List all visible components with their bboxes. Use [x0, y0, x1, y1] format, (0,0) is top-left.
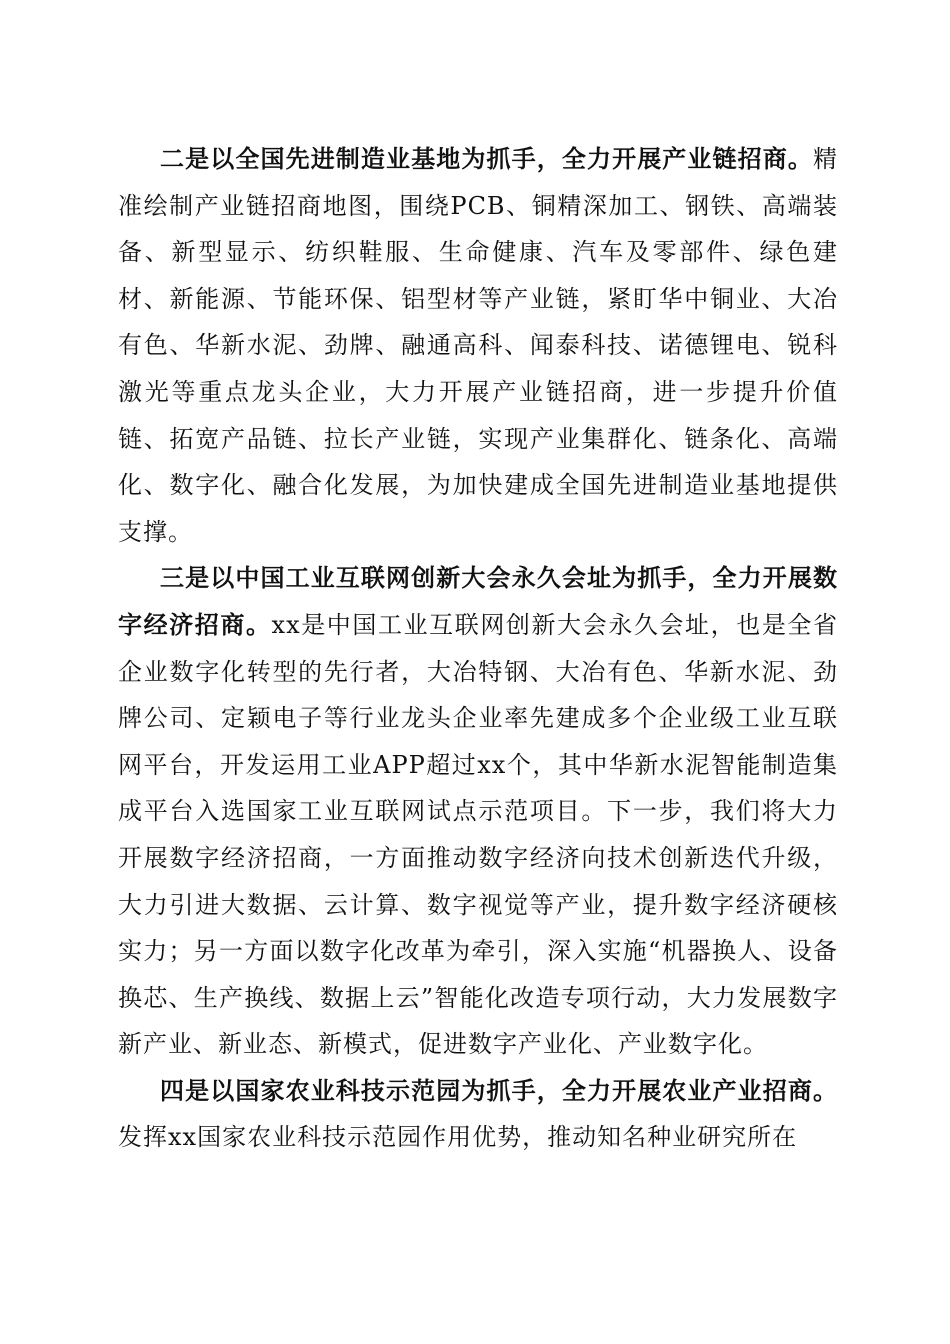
paragraph-lead: 四是以国家农业科技示范园为抓手，全力开展农业产业招商。	[160, 1075, 838, 1105]
paragraph-lead: 二是以全国先进制造业基地为抓手，全力开展产业链招商。	[160, 144, 813, 173]
paragraph-manufacturing	[118, 136, 838, 555]
paragraph-lead: 三是以中国工业互联网创新大会永久会址为抓手，全力开展数字经济招商。	[118, 563, 838, 639]
paragraph-agriculture	[118, 1068, 838, 1161]
paragraph-body: xx是中国工业互联网创新大会永久会址，也是全省企业数字化转型的先行者，大冶特钢、大冶有色、华新水泥、劲牌公司、定颖电子等行业龙头企业率先建成多个企业级工业互联网平台，开发运用工业APP超过xx个，其中华新水泥智能制造集成平台入选国家工业互联网试点示范项目。下一步，我们将大力开展数字经济招商，一方面推动数字经济向技术创新迭代升级，大力引进大数据、云计算、数字视觉等产业，提升数字经济硬核实力；另一方面以数字化改革为牵引，深入实施“机器换人、设备换芯、生产换线、数据上云”智能化改造专项行动，大力发展数字新产业、新业态、新模式，促进数字产业化、产业数字化。	[118, 610, 838, 1059]
document-body	[118, 136, 838, 1161]
paragraph-body: 发挥xx国家农业科技示范园作用优势，推动知名种业研究所在	[118, 1123, 798, 1152]
paragraph-body: 精准绘制产业链招商地图，围绕PCB、铜精深加工、钢铁、高端装备、新型显示、纺织鞋服、生命健康、汽车及零部件、绿色建材、新能源、节能环保、铝型材等产业链，紧盯华中铜业、大冶有色、华新水泥、劲牌、融通高科、闻泰科技、诺德锂电、锐科激光等重点龙头企业，大力开展产业链招商，进一步提升价值链、拓宽产品链、拉长产业链，实现产业集群化、链条化、高端化、数字化、融合化发展，为加快建成全国先进制造业基地提供支撑。	[118, 145, 838, 546]
paragraph-digital-economy	[118, 555, 838, 1068]
